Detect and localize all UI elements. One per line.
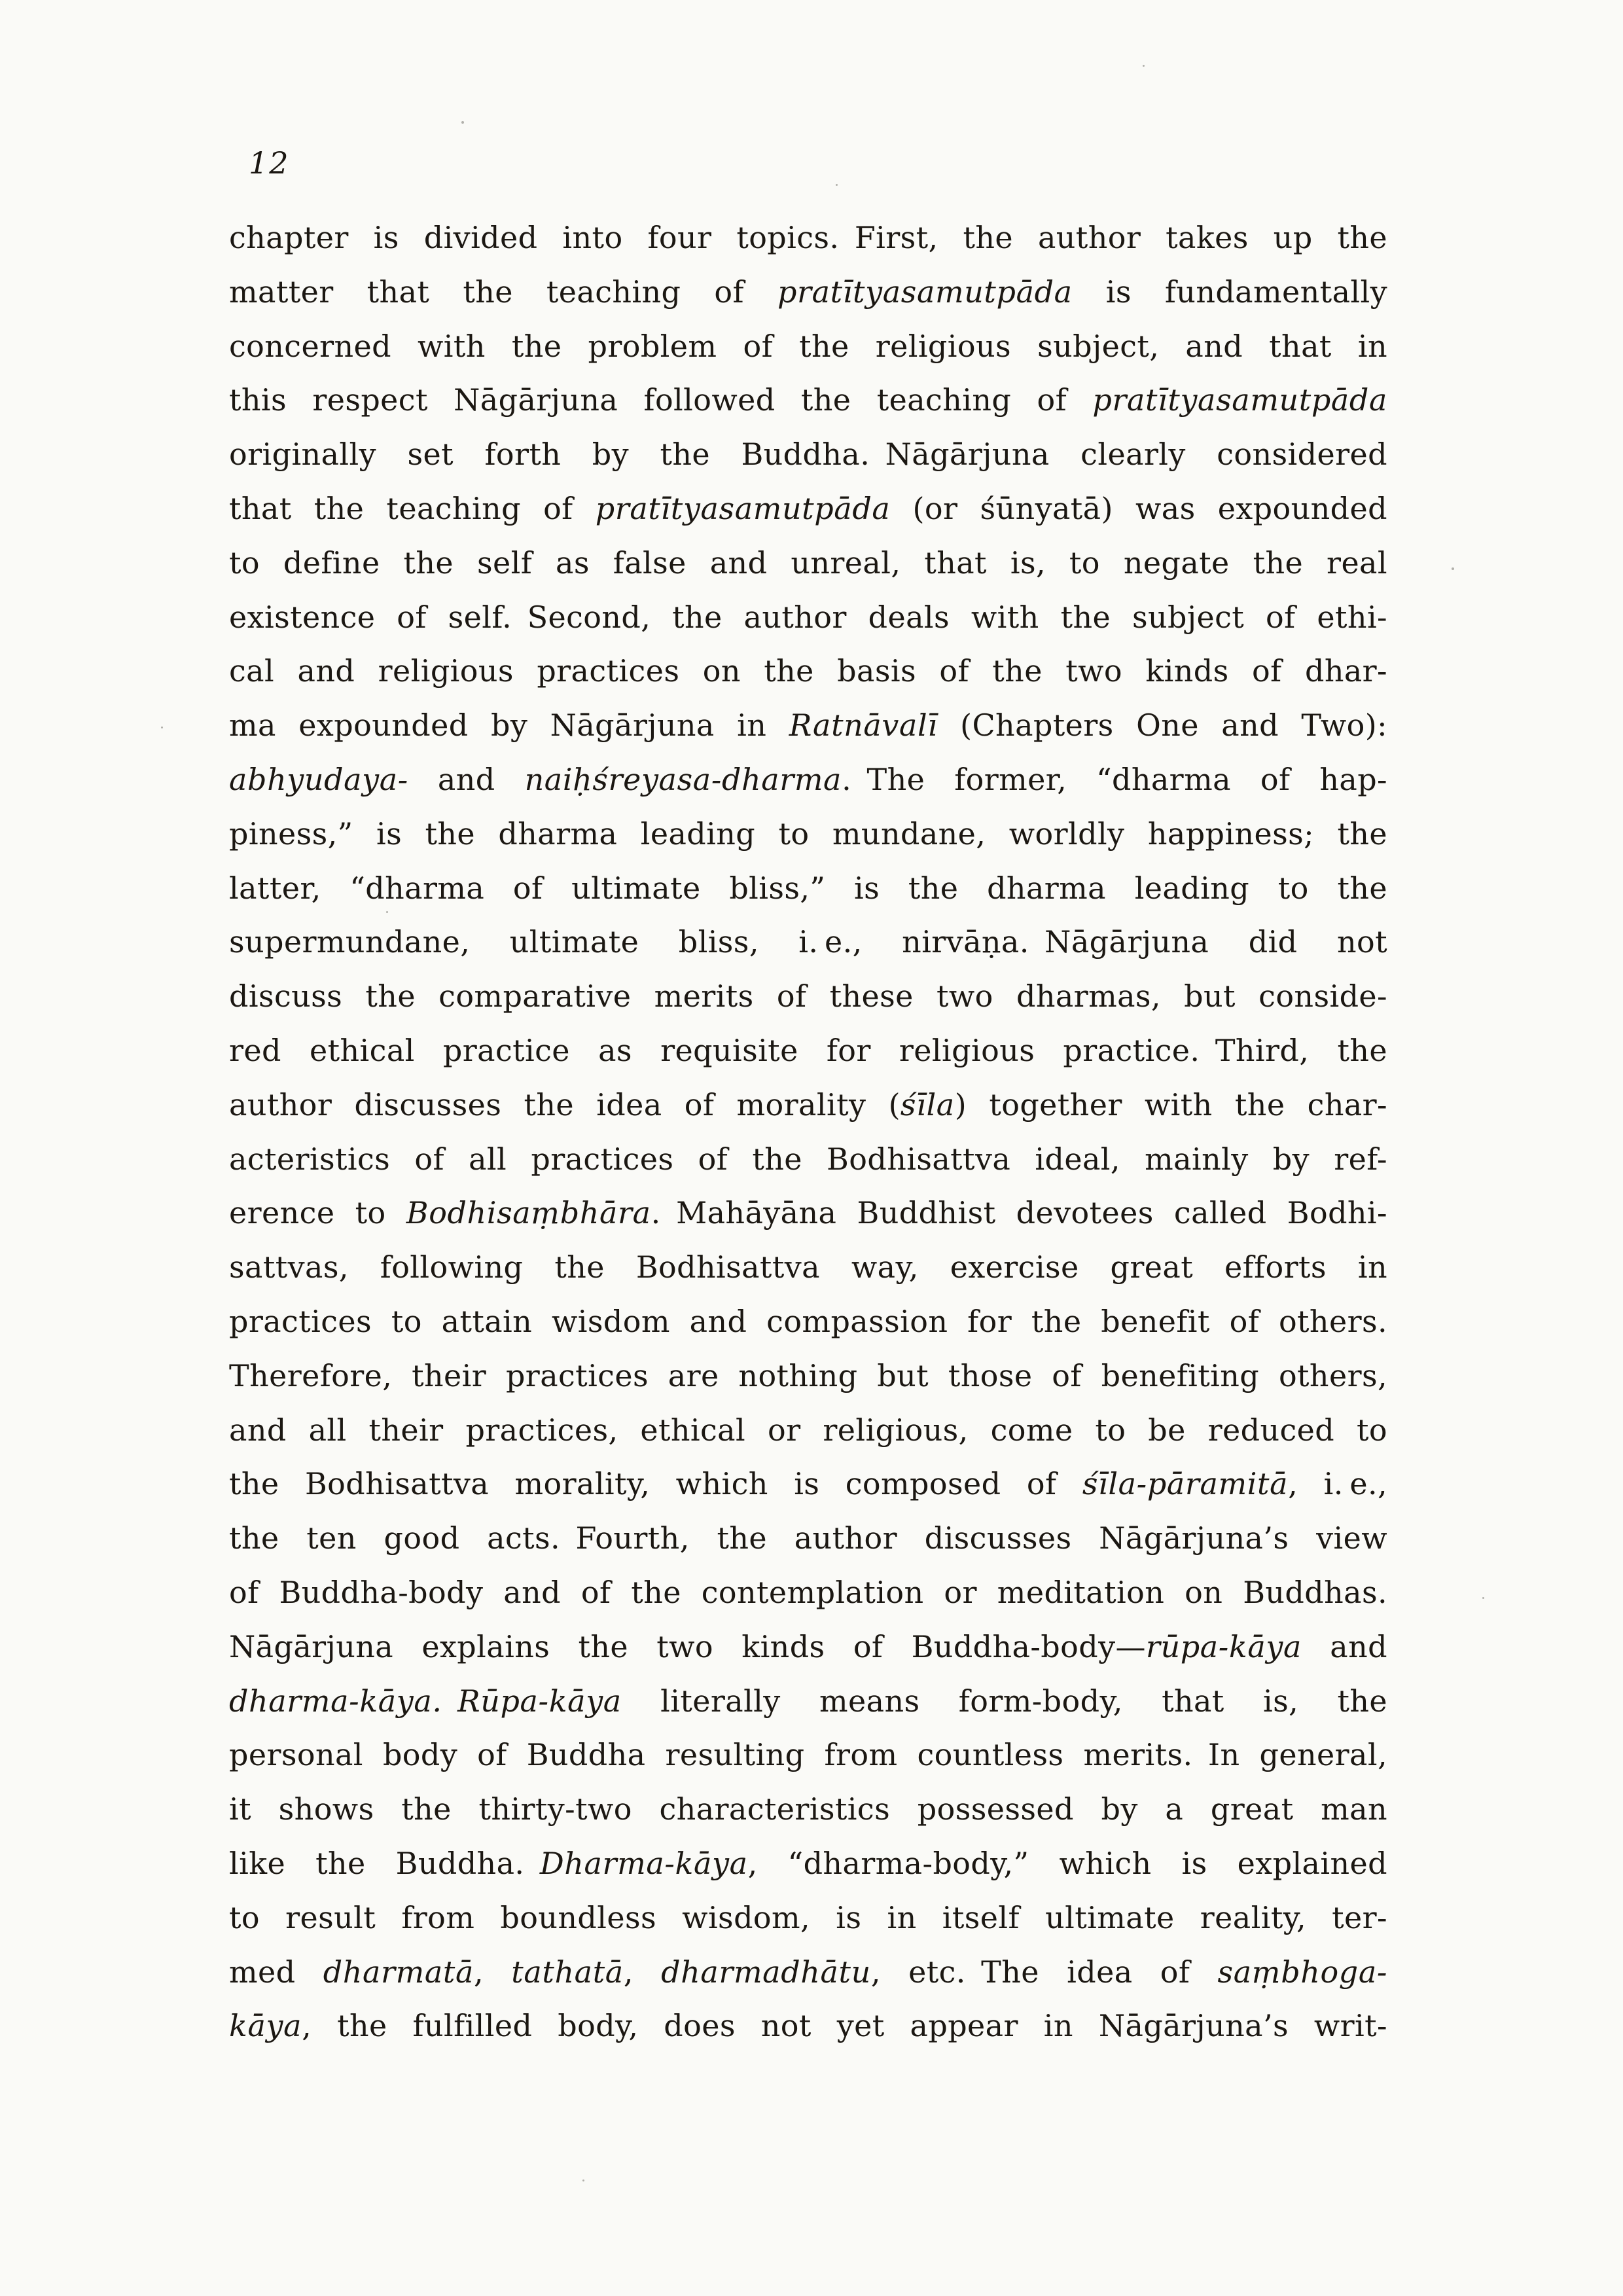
text-run: . The former, “dharma of hap-	[842, 761, 1387, 797]
scan-speck	[161, 726, 163, 728]
scan-speck	[386, 911, 388, 913]
text-line	[229, 644, 1387, 698]
text-line	[229, 211, 1387, 265]
text-run: erence to	[229, 1195, 406, 1231]
text-line	[229, 1674, 1387, 1729]
scan-speck	[1143, 65, 1145, 67]
text-line	[229, 1837, 1387, 1891]
text-run: to result from boundless wisdom, is in itself ultimate reality, ter-	[229, 1899, 1387, 1935]
text-run: it shows the thirty-two characteristics possessed by a great man	[229, 1791, 1387, 1827]
text-run: . Mahāyāna Buddhist devotees called Bodhi-	[651, 1195, 1387, 1231]
text-run: and	[1302, 1628, 1387, 1664]
italic-run: Ratnāvalī	[789, 708, 938, 744]
text-run: (Chapters One and Two):	[937, 708, 1387, 744]
text-run: this respect Nāgārjuna followed the teaching of	[229, 382, 1093, 418]
text-run: practices to attain wisdom and compassion for the benefit of others.	[229, 1303, 1387, 1339]
text-run: discuss the comparative merits of these two dharmas, but conside-	[229, 978, 1387, 1014]
italic-run: Bodhisaṃbhāra	[406, 1195, 651, 1231]
text-run: latter, “dharma of ultimate bliss,” is the dharma leading to the	[229, 870, 1387, 906]
italic-run: tathatā	[511, 1954, 624, 1990]
italic-run: saṃbhoga-	[1217, 1954, 1388, 1990]
italic-run: pratītyasamutpāda	[595, 490, 891, 526]
text-line	[229, 915, 1387, 969]
text-run: like the Buddha.	[229, 1845, 540, 1881]
text-line	[229, 1782, 1387, 1837]
text-run: sattvas, following the Bodhisattva way, exercise great efforts in	[229, 1249, 1387, 1285]
text-line	[229, 590, 1387, 645]
text-line	[229, 1295, 1387, 1349]
italic-run: śīla-pāramitā	[1082, 1466, 1289, 1502]
text-run: chapter is divided into four topics. First, the author takes up the	[229, 220, 1387, 255]
text-run: and all their practices, ethical or religious, come to be reduced to	[229, 1412, 1387, 1448]
scan-speck	[582, 2179, 584, 2181]
italic-run: Rūpa-kāya	[457, 1683, 622, 1719]
text-line	[229, 373, 1387, 427]
text-run: , i. e.,	[1288, 1466, 1387, 1502]
text-run: to define the self as false and unreal, that is, to negate the real	[229, 545, 1387, 581]
text-line	[229, 1511, 1387, 1566]
text-line	[229, 265, 1387, 319]
text-run: existence of self. Second, the author deals with the subject of ethi-	[229, 599, 1387, 635]
italic-run: śīla	[900, 1086, 955, 1122]
text-run: author discusses the idea of morality (	[229, 1086, 901, 1122]
scan-speck	[836, 184, 838, 186]
text-run: supermundane, ultimate bliss, i. e., nirvāṇa. Nāgārjuna did not	[229, 924, 1387, 960]
text-line	[229, 861, 1387, 916]
text-run: Therefore, their practices are nothing but those of benefiting others,	[229, 1357, 1387, 1393]
text-line	[229, 1078, 1387, 1132]
italic-run: kāya	[229, 2008, 302, 2044]
italic-run: abhyudaya-	[229, 761, 408, 797]
text-line	[229, 1349, 1387, 1403]
text-run: the ten good acts. Fourth, the author discusses Nāgārjuna’s view	[229, 1520, 1387, 1556]
text-run: cal and religious practices on the basis of the two kinds of dhar-	[229, 653, 1387, 689]
text-line	[229, 1999, 1387, 2053]
text-run: literally means form-body, that is, the	[621, 1683, 1387, 1719]
italic-run: Dharma-kāya	[539, 1845, 748, 1881]
text-run: of Buddha-body and of the contemplation or meditation on Buddhas.	[229, 1574, 1387, 1610]
text-run: that the teaching of	[229, 490, 596, 526]
text-line	[229, 1566, 1387, 1620]
page-number: 12	[249, 145, 290, 181]
text-run: , “dharma-body,” which is explained	[747, 1845, 1387, 1881]
scan-speck	[461, 121, 464, 124]
text-line	[229, 1457, 1387, 1511]
text-run: the Bodhisattva morality, which is composed of	[229, 1466, 1082, 1502]
text-line	[229, 1403, 1387, 1458]
scan-speck	[1057, 1755, 1059, 1757]
text-line	[229, 1024, 1387, 1078]
text-line	[229, 536, 1387, 590]
italic-run: dharmatā	[323, 1954, 474, 1990]
text-run: acteristics of all practices of the Bodhisattva ideal, mainly by ref-	[229, 1141, 1387, 1177]
text-line	[229, 807, 1387, 861]
text-run: and	[408, 761, 525, 797]
text-run: Nāgārjuna explains the two kinds of Buddha-body—	[229, 1628, 1146, 1664]
text-run: personal body of Buddha resulting from countless merits. In general,	[229, 1737, 1387, 1773]
text-run: ,	[473, 1954, 512, 1990]
italic-run: dharma-kāya.	[229, 1683, 442, 1719]
text-line	[229, 1945, 1387, 2000]
italic-run: pratītyasamutpāda	[777, 274, 1073, 310]
text-run: (or śūnyatā) was expounded	[890, 490, 1387, 526]
italic-run: naiḥśreyasa-dharma	[524, 761, 842, 797]
text-line	[229, 753, 1387, 807]
text-run: ma expounded by Nāgārjuna in	[229, 708, 789, 744]
text-line	[229, 319, 1387, 374]
text-line	[229, 482, 1387, 536]
text-run	[442, 1683, 457, 1719]
text-line	[229, 427, 1387, 482]
text-run: , etc. The idea of	[870, 1954, 1218, 1990]
text-line	[229, 1186, 1387, 1240]
text-line	[229, 1132, 1387, 1187]
text-run: , the fulfilled body, does not yet appear in Nāgārjuna’s writ-	[302, 2008, 1387, 2044]
text-line	[229, 1891, 1387, 1945]
text-line	[229, 969, 1387, 1024]
text-run: matter that the teaching of	[229, 274, 777, 310]
text-run: ,	[623, 1954, 662, 1990]
text-run: red ethical practice as requisite for religious practice. Third, the	[229, 1032, 1387, 1068]
scan-speck	[1452, 567, 1454, 570]
text-line	[229, 1240, 1387, 1295]
italic-run: dharmadhātu	[661, 1954, 871, 1990]
text-run: ) together with the char-	[954, 1086, 1388, 1122]
text-run: concerned with the problem of the religious subject, and that in	[229, 328, 1387, 364]
text-run: is fundamentally	[1072, 274, 1387, 310]
text-line	[229, 698, 1387, 753]
scan-speck	[1482, 1597, 1484, 1599]
text-block	[229, 211, 1387, 2053]
italic-run: rūpa-kāya	[1145, 1628, 1302, 1664]
text-run: piness,” is the dharma leading to mundane, worldly happiness; the	[229, 816, 1387, 852]
text-run: med	[229, 1954, 323, 1990]
text-line	[229, 1620, 1387, 1674]
text-line	[229, 1728, 1387, 1782]
text-run: originally set forth by the Buddha. Nāgārjuna clearly considered	[229, 437, 1387, 473]
italic-run: pratītyasamutpāda	[1092, 382, 1387, 418]
